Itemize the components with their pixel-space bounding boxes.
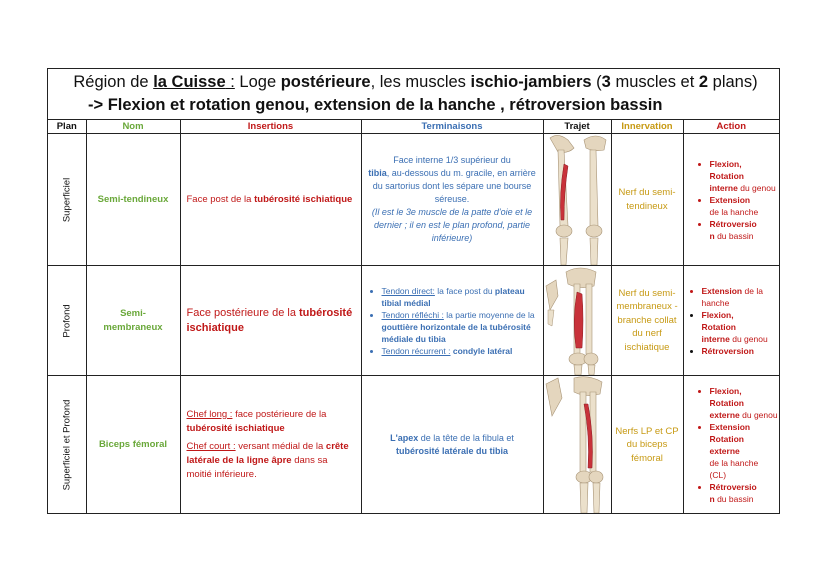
insertion-cell xyxy=(180,134,361,266)
action-bold: interne xyxy=(709,182,738,193)
action-item xyxy=(710,481,780,505)
action-cell xyxy=(683,134,779,266)
plan-cell xyxy=(48,266,86,376)
trajet-image-biceps xyxy=(543,376,611,514)
header-action: Action xyxy=(683,120,779,134)
action-text: de la hanche xyxy=(709,457,759,468)
plan-label: Superficiel et Profond xyxy=(61,399,73,491)
tendon-label: Tendon récurrent : xyxy=(381,345,451,356)
action-bold: Extension xyxy=(701,285,743,296)
action-bold: Rétroversio xyxy=(709,218,757,229)
action-item xyxy=(702,285,780,309)
insertion-text: Face post de la xyxy=(186,193,255,205)
innervation-cell: Nerf du semi-tendineux xyxy=(611,134,683,266)
title-line-1 xyxy=(58,71,773,94)
muscle-table-frame xyxy=(47,68,780,514)
terminaison-cell xyxy=(361,134,543,266)
title-colon: : xyxy=(225,73,235,91)
insertion-text: face postérieure de la xyxy=(232,408,327,420)
terminaison-item xyxy=(382,309,537,345)
terminaison-text: la face post du xyxy=(434,285,495,296)
muscle-name-part: membraneux xyxy=(103,321,163,333)
action-bold: Rotation xyxy=(709,170,744,181)
action-text: de la hanche xyxy=(709,206,759,217)
insertion-bold: crête latérale de la ligne âpre xyxy=(186,440,349,466)
action-text: du bassin xyxy=(717,230,754,241)
table-header-row xyxy=(48,120,779,134)
table-row xyxy=(48,134,779,266)
title-text: plans) xyxy=(708,73,758,91)
action-bold: Extension xyxy=(709,421,751,432)
terminaison-bold: L'apex xyxy=(390,432,419,443)
action-text: de la hanche xyxy=(701,285,763,308)
header-insertions: Insertions xyxy=(180,120,361,134)
action-item xyxy=(710,158,780,194)
action-item xyxy=(710,421,780,481)
title-text: ( xyxy=(591,73,602,91)
terminaison-cell xyxy=(361,266,543,376)
action-item xyxy=(702,309,780,345)
muscle-name: Biceps fémoral xyxy=(86,376,180,514)
title-plan-count: 2 xyxy=(698,73,709,91)
innervation-cell: Nerf du semi-membraneux - branche collat du nerf ischiatique xyxy=(611,266,683,376)
terminaison-bold: gouttière horizontale de la tubérosité médiale du tibia xyxy=(381,321,531,344)
action-bold: Extension xyxy=(709,194,751,205)
terminaison-item xyxy=(382,345,537,357)
title-region: la Cuisse xyxy=(153,73,226,91)
action-bold: n xyxy=(709,230,715,241)
leg-anatomy-image xyxy=(544,134,611,265)
chef-long xyxy=(187,408,355,436)
insertion-bold: tubérosité ischiatique xyxy=(186,306,353,334)
action-bold: Rotation xyxy=(701,321,736,332)
tendon-label: Tendon réfléchi : xyxy=(381,309,444,320)
muscle-name-part: Semi- xyxy=(120,307,146,319)
terminaison-text: Face interne 1/3 supérieur du xyxy=(393,155,511,165)
table-row xyxy=(48,266,779,376)
terminaison-text: , au-dessous du m. gracile, en arrière du sartorius dont les sépare une bourse séreuse. xyxy=(372,168,536,204)
leg-anatomy-image xyxy=(544,376,611,513)
action-text: du genou xyxy=(740,182,776,193)
title-loge: postérieure xyxy=(280,73,371,91)
action-cell xyxy=(683,376,779,514)
chef-court xyxy=(187,440,355,482)
insertion-cell xyxy=(180,376,361,514)
terminaison-cell xyxy=(361,376,543,514)
action-item xyxy=(702,345,780,357)
insertion-text: Face postérieure de la xyxy=(186,306,300,319)
plan-cell xyxy=(48,376,86,514)
action-item xyxy=(710,194,780,218)
title-prefix: Région de xyxy=(73,73,154,91)
page-title xyxy=(48,69,779,120)
muscle-name xyxy=(86,266,180,376)
insertion-text: versant médial de la xyxy=(235,440,326,452)
innervation-cell: Nerfs LP et CP du biceps fémoral xyxy=(611,376,683,514)
terminaison-bold: tubérosité latérale du tibia xyxy=(395,445,509,456)
insertion-cell xyxy=(180,266,361,376)
terminaison-text: de la tête de la fibula et xyxy=(418,432,514,443)
action-bold: Rotation xyxy=(709,397,744,408)
action-text: (CL) xyxy=(709,469,727,480)
tendon-label: Tendon direct: xyxy=(381,285,435,296)
terminaison-bold: condyle latéral xyxy=(450,345,513,356)
header-innervation: Innervation xyxy=(611,120,683,134)
action-text: du genou xyxy=(732,333,768,344)
action-bold: Flexion, xyxy=(701,309,734,320)
terminaison-text: la partie moyenne de la xyxy=(443,309,535,320)
header-trajet: Trajet xyxy=(543,120,611,134)
terminaison-bold: tibia xyxy=(368,168,387,178)
title-text: muscles et xyxy=(610,73,699,91)
action-bold: externe xyxy=(709,445,740,456)
action-item xyxy=(710,218,780,242)
plan-label: Profond xyxy=(61,303,73,338)
trajet-image-semitendineux xyxy=(543,134,611,266)
muscle-name: Semi-tendineux xyxy=(86,134,180,266)
title-text: , les muscles xyxy=(370,73,471,91)
muscle-table xyxy=(48,120,779,514)
action-bold: Flexion, xyxy=(709,158,742,169)
action-bold: n xyxy=(709,493,715,504)
title-muscles: ischio-jambiers xyxy=(470,73,592,91)
title-text: Loge xyxy=(234,73,281,91)
title-muscle-count: 3 xyxy=(601,73,611,91)
action-bold: Rotation xyxy=(709,433,744,444)
plan-cell xyxy=(48,134,86,266)
chef-label: Chef long : xyxy=(186,408,233,420)
insertion-bold: tubérosité ischiatique xyxy=(254,193,353,205)
action-bold: Rétroversion xyxy=(701,345,754,356)
action-bold: Flexion, xyxy=(709,385,742,396)
action-bold: interne xyxy=(701,333,730,344)
terminaison-bold: plateau tibial médial xyxy=(381,285,525,308)
insertion-bold: tubérosité ischiatique xyxy=(186,422,285,434)
terminaison-note: (Il est le 3e muscle de la patte d'oie et le dernier ; il en est le plan profond, partie inférieure) xyxy=(371,207,533,243)
action-text: du genou xyxy=(742,409,778,420)
header-nom: Nom xyxy=(86,120,180,134)
terminaison-item xyxy=(382,285,537,309)
trajet-image-semimembraneux xyxy=(543,266,611,376)
action-cell xyxy=(683,266,779,376)
header-plan: Plan xyxy=(48,120,86,134)
action-bold: externe xyxy=(709,409,740,420)
action-item xyxy=(710,385,780,421)
chef-label: Chef court : xyxy=(186,440,236,452)
title-line-2: -> Flexion et rotation genou, extension de la hanche , rétroversion bassin xyxy=(88,96,663,114)
table-row xyxy=(48,376,779,514)
action-bold: Rétroversio xyxy=(709,481,757,492)
action-text: du bassin xyxy=(717,493,754,504)
leg-anatomy-image xyxy=(544,266,611,375)
insertion-text: dans sa moitié inférieure. xyxy=(186,454,328,480)
header-terminaisons: Terminaisons xyxy=(361,120,543,134)
plan-label: Superficiel xyxy=(61,177,73,222)
